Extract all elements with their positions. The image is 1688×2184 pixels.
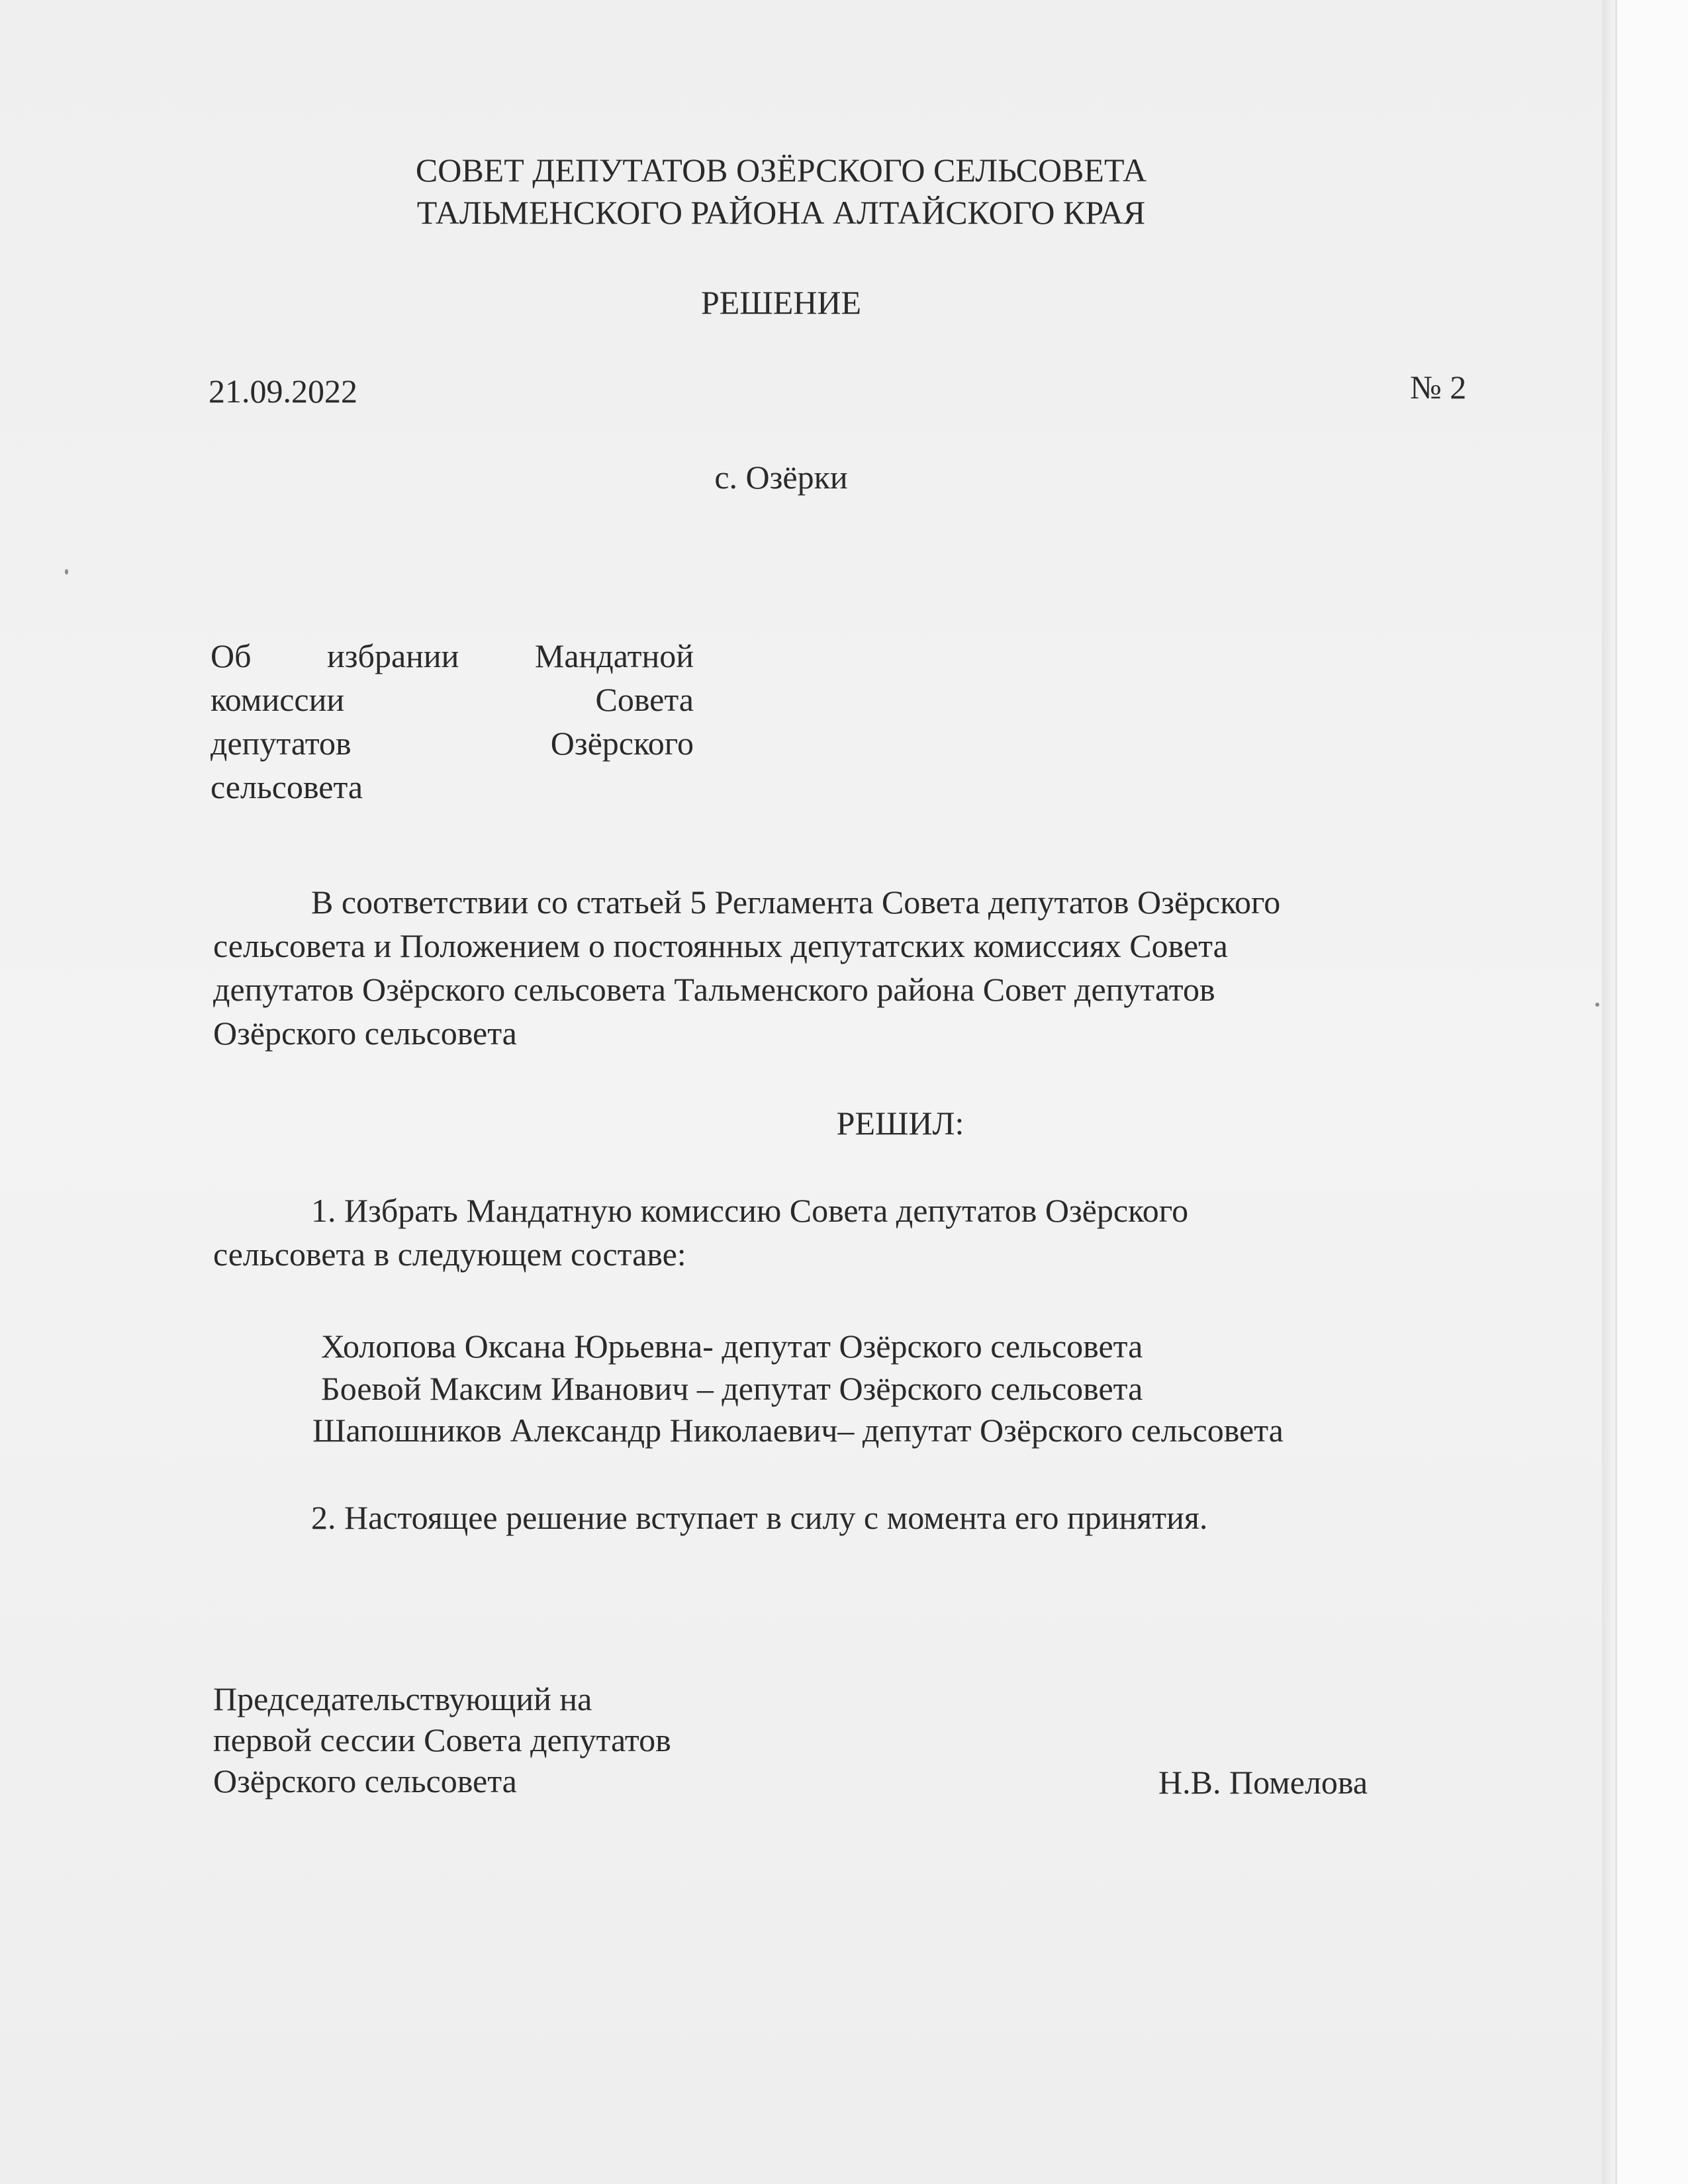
commission-member: Боевой Максим Иванович – депутат Озёрского сельсовета <box>321 1370 1143 1407</box>
item1-line: сельсовета в следующем составе: <box>213 1236 686 1273</box>
scan-speck <box>1595 1003 1599 1007</box>
signatory-name: Н.В. Помелова <box>1158 1764 1368 1801</box>
subject-word: Об <box>211 637 252 674</box>
subject-word: сельсовета <box>211 768 363 805</box>
subject-line <box>211 678 694 721</box>
signatory-title-line: Озёрского сельсовета <box>213 1762 517 1799</box>
subject-line <box>211 765 694 809</box>
subject-word: избрании <box>327 637 459 674</box>
signatory-title-line: первой сессии Совета депутатов <box>213 1721 671 1758</box>
document-subject <box>211 634 694 809</box>
resolution-item-1 <box>213 1189 1499 1276</box>
commission-member: Холопова Оксана Юрьевна- депутат Озёрского сельсовета <box>321 1328 1143 1365</box>
scan-margin <box>1615 0 1688 2184</box>
council-name-line-2: ТАЛЬМЕНСКОГО РАЙОНА АЛТАЙСКОГО КРАЯ <box>416 194 1146 231</box>
preamble-line: Озёрского сельсовета <box>213 1015 517 1052</box>
document-type: РЕШЕНИЕ <box>700 284 862 321</box>
preamble-line: депутатов Озёрского сельсовета Тальменского района Совет депутатов <box>213 971 1215 1008</box>
subject-word: депутатов <box>211 725 352 762</box>
commission-member: Шапошников Александр Николаевич– депутат Озёрского сельсовета <box>312 1412 1284 1449</box>
signatory-title <box>213 1678 671 1801</box>
preamble-line: сельсовета и Положением о постоянных депутатских комиссиях Совета <box>213 927 1228 964</box>
subject-word: комиссии <box>211 681 345 718</box>
subject-line <box>211 634 694 678</box>
paper-shadow-strip <box>1602 0 1617 2184</box>
subject-word: Мандатной <box>534 637 694 674</box>
document-date: 21.09.2022 <box>209 373 357 410</box>
resolved-heading: РЕШИЛ: <box>836 1105 964 1142</box>
document-number: № 2 <box>1410 369 1467 406</box>
subject-line <box>211 721 694 765</box>
preamble-paragraph <box>213 880 1499 1055</box>
subject-word: Озёрского <box>550 725 694 762</box>
signatory-title-line: Председательствующий на <box>213 1680 592 1717</box>
resolution-item-2: 2. Настоящее решение вступает в силу с момента его принятия. <box>311 1499 1208 1536</box>
preamble-line: В соответствии со статьей 5 Регламента Совета депутатов Озёрского <box>311 884 1281 921</box>
scan-speck <box>65 569 68 574</box>
document-place: с. Озёрки <box>714 459 848 496</box>
council-name-line-1: СОВЕТ ДЕПУТАТОВ ОЗЁРСКОГО СЕЛЬСОВЕТА <box>415 152 1147 189</box>
item1-line: 1. Избрать Мандатную комиссию Совета депутатов Озёрского <box>311 1192 1189 1229</box>
subject-word: Совета <box>595 681 694 718</box>
